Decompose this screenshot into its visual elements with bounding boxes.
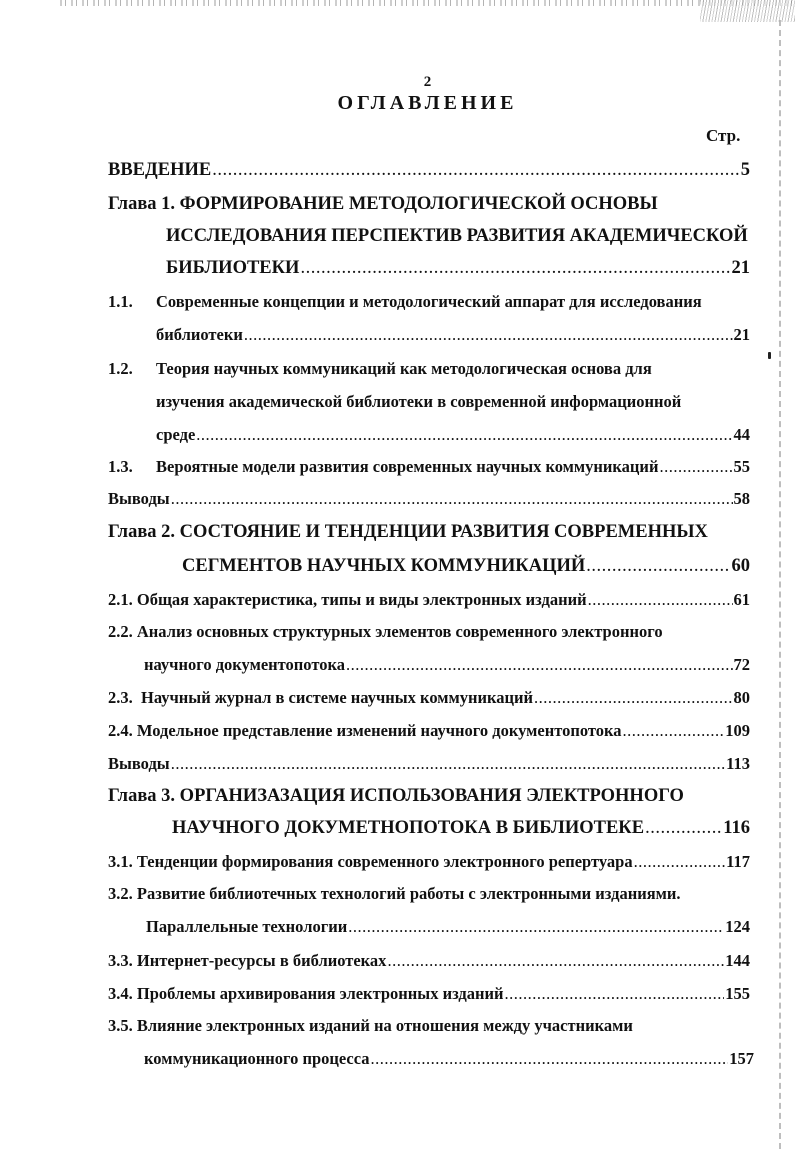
toc-chapter-3-line-1[interactable]: [108, 786, 684, 806]
toc-entry-title-cont: ИССЛЕДОВАНИЯ ПЕРСПЕКТИВ РАЗВИТИЯ АКАДЕМИЧЕСКОЙ: [166, 226, 748, 246]
toc-entry-title: 2.2. Анализ основных структурных элементов современного электронного: [108, 622, 663, 641]
toc-entry-title: Выводы: [108, 489, 170, 508]
toc-section-2-2-line-1[interactable]: [108, 622, 663, 642]
toc-section-3-2-line-2[interactable]: [146, 917, 750, 937]
toc-page-number: 157: [729, 1049, 754, 1068]
toc-section-3-2-line-1[interactable]: [108, 884, 681, 904]
toc-section-number: 1.1.: [108, 292, 133, 311]
toc-section-2-1[interactable]: [108, 590, 750, 610]
toc-page-number: 155: [725, 984, 750, 1003]
toc-leader-dots: [634, 852, 726, 872]
toc-section-2-2-line-2[interactable]: [144, 655, 750, 675]
toc-entry-title: Глава 1. ФОРМИРОВАНИЕ МЕТОДОЛОГИЧЕСКОЙ ОСНОВЫ: [108, 194, 658, 214]
toc-entry-title-cont: Параллельные технологии: [146, 917, 348, 936]
toc-page-number: 21: [731, 258, 750, 278]
toc-page-number: 55: [733, 457, 750, 476]
toc-page-number: 113: [726, 754, 750, 773]
toc-page-number: 60: [731, 556, 750, 576]
toc-leader-dots: [371, 1049, 729, 1069]
scan-noise-top: [60, 0, 795, 6]
toc-entry-title-cont: среде: [156, 425, 196, 444]
toc-page-number: 58: [733, 489, 750, 508]
toc-entry-title: Глава 3. ОРГАНИЗАЗАЦИЯ ИСПОЛЬЗОВАНИЯ ЭЛЕКТРОННОГО: [108, 786, 684, 806]
toc-chapter-3-line-2[interactable]: [172, 818, 750, 838]
toc-section-3-1[interactable]: [108, 852, 750, 872]
toc-chapter-1-line-2: [166, 226, 748, 246]
toc-leader-dots: [659, 457, 732, 477]
scan-speck: [768, 352, 771, 359]
toc-entry-title-cont: коммуникационного процесса: [144, 1049, 370, 1068]
page-title: ОГЛАВЛЕНИЕ: [337, 92, 518, 114]
toc-section-3-4[interactable]: [108, 984, 750, 1004]
toc-section-3-3[interactable]: [108, 951, 750, 971]
scan-noise-corner: [700, 0, 795, 22]
toc-chapter-2-line-2[interactable]: [182, 556, 750, 576]
toc-page-number: 124: [725, 917, 750, 936]
toc-section-1-1-line-2[interactable]: [156, 325, 750, 345]
toc-entry-title: Глава 2. СОСТОЯНИЕ И ТЕНДЕНЦИИ РАЗВИТИЯ СОВРЕМЕННЫХ: [108, 522, 708, 542]
toc-section-1-2-line-1[interactable]: [108, 359, 652, 379]
toc-section-2-4[interactable]: [108, 721, 750, 741]
toc-entry-title: 3.3. Интернет-ресурсы в библиотеках: [108, 951, 387, 970]
toc-page-number: 21: [733, 325, 750, 344]
toc-page-number: 5: [740, 160, 750, 180]
toc-leader-dots: [244, 325, 733, 345]
toc-section-2-3[interactable]: [108, 688, 750, 708]
toc-entry-title-cont: СЕГМЕНТОВ НАУЧНЫХ КОММУНИКАЦИЙ: [182, 556, 586, 576]
toc-entry-title: Теория научных коммуникаций как методологическая основа для: [156, 359, 652, 378]
toc-leader-dots: [586, 556, 730, 576]
toc-entry-title: 2.3. Научный журнал в системе научных коммуникаций: [108, 688, 534, 707]
toc-page-number: 80: [733, 688, 750, 707]
scan-edge-right: [779, 20, 785, 1149]
toc-entry-title: 2.1. Общая характеристика, типы и виды электронных изданий: [108, 590, 587, 609]
toc-conclusions-2[interactable]: [108, 754, 750, 774]
toc-leader-dots: [346, 655, 733, 675]
toc-leader-dots: [171, 754, 725, 774]
toc-leader-dots: [196, 425, 732, 445]
toc-entry-title: 3.4. Проблемы архивирования электронных изданий: [108, 984, 504, 1003]
toc-section-1-1-line-1[interactable]: [108, 292, 702, 312]
toc-leader-dots: [588, 590, 733, 610]
toc-page-number: 144: [725, 951, 750, 970]
toc-section-1-2-line-2: [156, 392, 681, 412]
toc-leader-dots: [348, 917, 724, 937]
toc-entry-title: Современные концепции и методологический аппарат для исследования: [156, 292, 702, 311]
toc-section-1-2-line-3[interactable]: [156, 425, 750, 445]
toc-chapter-1-line-3[interactable]: [166, 258, 750, 278]
toc-page-number: 109: [725, 721, 750, 740]
toc-entry-title: 3.5. Влияние электронных изданий на отношения между участниками: [108, 1016, 633, 1035]
toc-entry-title: 2.4. Модельное представление изменений научного документопотока: [108, 721, 622, 740]
toc-entry-title: 3.2. Развитие библиотечных технологий работы с электронными изданиями.: [108, 884, 681, 903]
toc-conclusions-1[interactable]: [108, 489, 750, 509]
toc-section-3-5-line-2[interactable]: [144, 1049, 754, 1069]
toc-section-1-3[interactable]: [108, 457, 750, 477]
toc-page-number: 117: [726, 852, 750, 871]
toc-page-number: 61: [733, 590, 750, 609]
toc-entry-title: Вероятные модели развития современных научных коммуникаций: [156, 457, 659, 476]
toc-leader-dots: [387, 951, 724, 971]
toc-entry-title: ВВЕДЕНИЕ: [108, 160, 212, 180]
toc-entry-title: 3.1. Тенденции формирования современного электронного репертуара: [108, 852, 633, 871]
toc-section-number: 1.2.: [108, 359, 133, 378]
toc-entry-title-cont: БИБЛИОТЕКИ: [166, 258, 300, 278]
toc-section-3-5-line-1[interactable]: [108, 1016, 633, 1036]
page-number: 2: [423, 74, 432, 90]
toc-leader-dots: [623, 721, 725, 741]
toc-leader-dots: [300, 258, 730, 278]
page-column-label: Стр.: [706, 126, 741, 145]
toc-entry-title: Выводы: [108, 754, 170, 773]
toc-section-number: 1.3.: [108, 457, 133, 476]
toc-entry-title-cont: НАУЧНОГО ДОКУМЕТНОПОТОКА В БИБЛИОТЕКЕ: [172, 818, 645, 838]
toc-chapter-1-line-1[interactable]: [108, 194, 658, 214]
toc-page-number: 116: [723, 818, 750, 838]
toc-page-number: 44: [733, 425, 750, 444]
toc-leader-dots: [505, 984, 725, 1004]
toc-entry-title-cont: научного документопотока: [144, 655, 345, 674]
toc-entry-title-cont: библиотеки: [156, 325, 243, 344]
toc-leader-dots: [171, 489, 733, 509]
toc-entry-title-cont: изучения академической библиотеки в современной информационной: [156, 392, 682, 411]
toc-chapter-2-line-1[interactable]: [108, 522, 708, 542]
toc-entry-intro[interactable]: [108, 160, 750, 180]
toc-leader-dots: [212, 160, 740, 180]
toc-leader-dots: [645, 818, 722, 838]
toc-leader-dots: [534, 688, 732, 708]
toc-page-number: 72: [733, 655, 750, 674]
